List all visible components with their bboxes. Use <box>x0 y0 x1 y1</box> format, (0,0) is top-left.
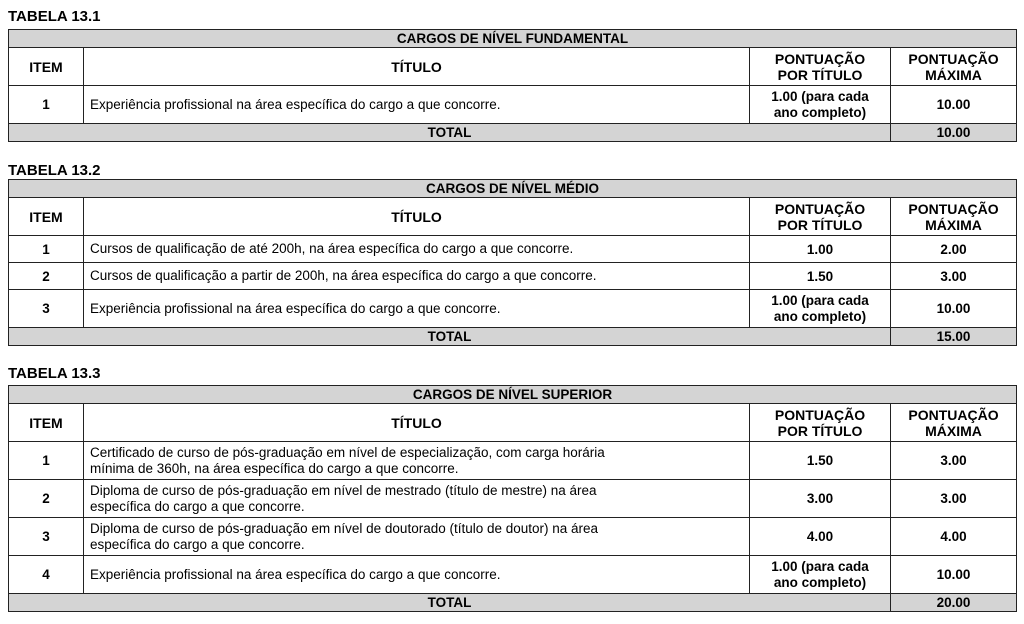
header-pontuacao-titulo <box>750 198 891 236</box>
row-maxima: 2.00 <box>891 236 1017 263</box>
row-titulo: Cursos de qualificação de até 200h, na área específica do cargo a que concorre. <box>84 236 750 263</box>
header-line: PONTUAÇÃO <box>908 200 999 217</box>
score-table-fundamental <box>8 29 1017 142</box>
total-value: 15.00 <box>891 328 1017 346</box>
header-line: MÁXIMA <box>925 66 982 83</box>
table-band <box>9 180 1017 198</box>
header-line: PONTUAÇÃO <box>774 200 866 217</box>
table-header-row <box>9 198 1017 236</box>
row-maxima: 4.00 <box>891 518 1017 556</box>
row-item: 1 <box>9 86 84 124</box>
total-label: TOTAL <box>9 328 891 346</box>
pt-line: ano completo) <box>773 574 867 590</box>
table-row <box>9 263 1017 290</box>
header-item: ITEM <box>9 198 84 236</box>
titulo-line: específica do cargo a que concorre. <box>90 498 305 514</box>
titulo-line: Certificado de curso de pós-graduação em nível de especialização, com carga horária <box>90 444 605 460</box>
row-pontuacao: 1.50 <box>750 442 891 480</box>
header-line: POR TÍTULO <box>777 216 863 233</box>
pt-line: 1.00 (para cada <box>771 88 869 104</box>
table-row <box>9 86 1017 124</box>
row-maxima: 10.00 <box>891 290 1017 328</box>
row-titulo: Cursos de qualificação a partir de 200h, na área específica do cargo a que concorre. <box>84 263 750 290</box>
row-titulo: Experiência profissional na área específica do cargo a que concorre. <box>84 556 750 594</box>
row-maxima: 10.00 <box>891 556 1017 594</box>
header-pontuacao-titulo <box>750 404 891 442</box>
header-titulo: TÍTULO <box>84 48 750 86</box>
header-line: PONTUAÇÃO <box>774 50 866 67</box>
header-line: PONTUAÇÃO <box>908 406 999 423</box>
row-maxima: 10.00 <box>891 86 1017 124</box>
row-item: 3 <box>9 290 84 328</box>
row-pontuacao: 4.00 <box>750 518 891 556</box>
total-label: TOTAL <box>9 594 891 612</box>
total-row <box>9 124 1017 142</box>
total-value: 20.00 <box>891 594 1017 612</box>
table-band <box>9 30 1017 48</box>
row-titulo <box>84 480 750 518</box>
header-pontuacao-maxima <box>891 48 1017 86</box>
row-pontuacao <box>750 556 891 594</box>
titulo-line: mínima de 360h, na área específica do cargo a que concorre. <box>90 460 459 476</box>
total-row <box>9 594 1017 612</box>
row-titulo: Experiência profissional na área específica do cargo a que concorre. <box>84 290 750 328</box>
row-pontuacao <box>750 290 891 328</box>
header-pontuacao-maxima <box>891 404 1017 442</box>
row-item: 2 <box>9 263 84 290</box>
row-maxima: 3.00 <box>891 480 1017 518</box>
row-titulo <box>84 442 750 480</box>
row-pontuacao: 1.00 <box>750 236 891 263</box>
pt-line: 1.00 (para cada <box>771 558 869 574</box>
row-maxima: 3.00 <box>891 263 1017 290</box>
header-item: ITEM <box>9 48 84 86</box>
table-row <box>9 236 1017 263</box>
band-title: CARGOS DE NÍVEL MÉDIO <box>9 180 1017 198</box>
header-pontuacao-maxima <box>891 198 1017 236</box>
row-item: 2 <box>9 480 84 518</box>
row-pontuacao <box>750 86 891 124</box>
header-line: POR TÍTULO <box>777 66 863 83</box>
score-table-superior <box>8 385 1017 612</box>
header-item: ITEM <box>9 404 84 442</box>
total-row <box>9 328 1017 346</box>
row-maxima: 3.00 <box>891 442 1017 480</box>
band-title: CARGOS DE NÍVEL FUNDAMENTAL <box>9 30 1017 48</box>
table-row <box>9 290 1017 328</box>
table-row <box>9 518 1017 556</box>
table-row <box>9 556 1017 594</box>
titulo-line: específica do cargo a que concorre. <box>90 536 305 552</box>
pt-line: 1.00 (para cada <box>771 292 869 308</box>
row-titulo <box>84 518 750 556</box>
row-pontuacao: 3.00 <box>750 480 891 518</box>
pt-line: ano completo) <box>773 104 867 120</box>
total-value: 10.00 <box>891 124 1017 142</box>
table-header-row <box>9 48 1017 86</box>
table-header-row <box>9 404 1017 442</box>
titulo-line: Diploma de curso de pós-graduação em nível de doutorado (título de doutor) na área <box>90 520 599 536</box>
pt-line: ano completo) <box>773 308 867 324</box>
header-line: MÁXIMA <box>925 216 982 233</box>
row-item: 4 <box>9 556 84 594</box>
total-label: TOTAL <box>9 124 891 142</box>
table-caption: TABELA 13.3 <box>8 365 101 382</box>
score-table-medio <box>8 179 1017 346</box>
titulo-line: Diploma de curso de pós-graduação em nível de mestrado (título de mestre) na área <box>90 482 597 498</box>
table-caption: TABELA 13.2 <box>8 162 101 179</box>
row-pontuacao: 1.50 <box>750 263 891 290</box>
table-caption: TABELA 13.1 <box>8 8 101 25</box>
header-titulo: TÍTULO <box>84 198 750 236</box>
row-item: 1 <box>9 236 84 263</box>
row-titulo: Experiência profissional na área específica do cargo a que concorre. <box>84 86 750 124</box>
row-item: 1 <box>9 442 84 480</box>
header-line: POR TÍTULO <box>777 422 863 439</box>
row-item: 3 <box>9 518 84 556</box>
table-row <box>9 480 1017 518</box>
table-row <box>9 442 1017 480</box>
band-title: CARGOS DE NÍVEL SUPERIOR <box>9 386 1017 404</box>
table-band <box>9 386 1017 404</box>
header-titulo: TÍTULO <box>84 404 750 442</box>
header-pontuacao-titulo <box>750 48 891 86</box>
header-line: MÁXIMA <box>925 422 982 439</box>
header-line: PONTUAÇÃO <box>908 50 999 67</box>
header-line: PONTUAÇÃO <box>774 406 866 423</box>
